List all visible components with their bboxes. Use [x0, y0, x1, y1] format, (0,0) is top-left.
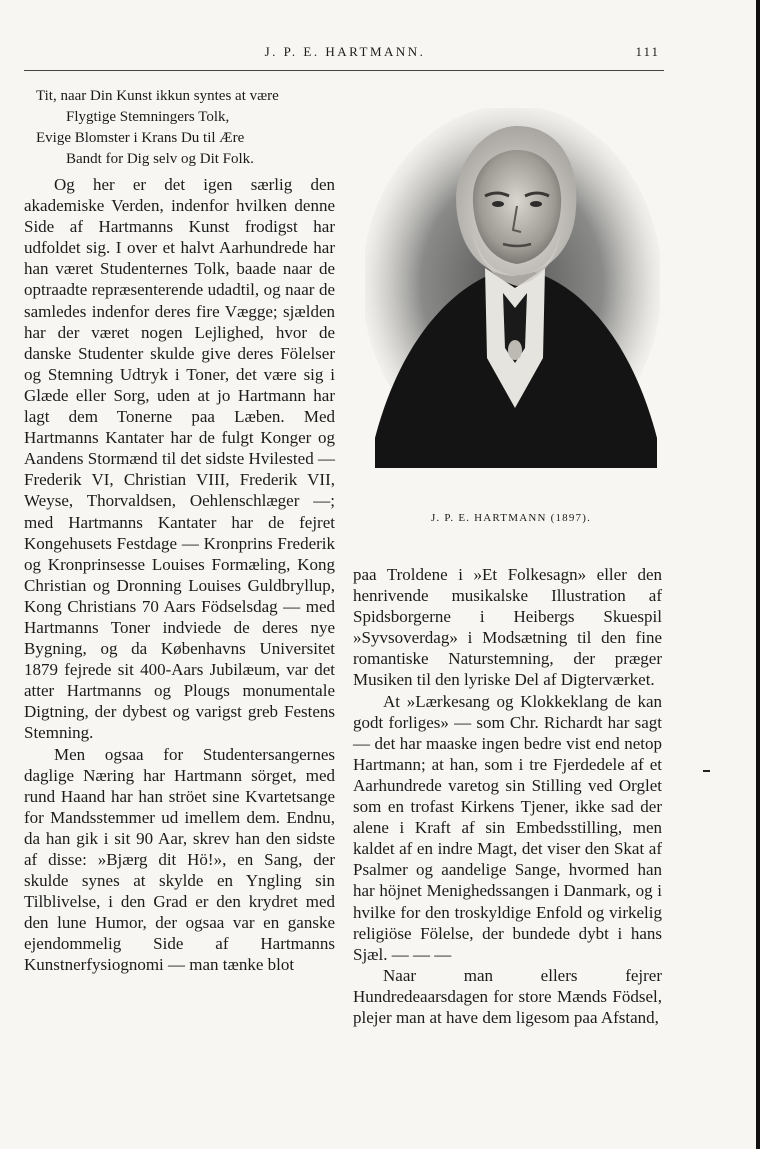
paragraph: Men ogsaa for Studentersangernes daglige Næring har Hartmann sörget, med rund Haand har han ströet sine Kvartetsange for Mandsstemmer ud imellem dem. Endnu, da han gik i sit 90 Aar, skrev han den sidste af disse: »Bjærg dit Hö!», en Sang, der skulde synes at skylde en Yngling sin Tilblivelse, i den Grad er den krydret med den lune Humor, der ogsaa var en ganske ejendommelig Side af Hartmanns Kunstnerfysiognomi — man tænke blot — [24, 744, 335, 975]
poem-line: Tit, naar Din Kunst ikkun syntes at være — [36, 88, 279, 104]
page-number: 111 — [635, 44, 660, 59]
poem-stanza — [36, 86, 336, 170]
running-header-title: J. P. E. HARTMANN. — [264, 44, 426, 59]
poem-line: Bandt for Dig selv og Dit Folk. — [66, 151, 254, 167]
margin-mark — [703, 770, 710, 772]
paragraph: Og her er det igen særlig den akademiske Verden, indenfor hvilken denne Side af Hartmanns Kunst frodigst har udfoldet sig. I over et halvt Aarhundrede har han været Studenternes Tolk, baade naar de optraadte repræsenterende udadtil, og naar de samledes indenfor deres fire Vægge; sjælden har der været nogen Lejlighed, hvor de danske Studenter skulde give deres Fölelser og Stemning Udtryk i Toner, det være sig i Glæde eller Sorg, uden at jo Hartmann har lagt dem Tonerne paa Læben. Med Hartmanns Kantater har de fulgt Konger og Aandens Stormænd til det sidste Hvilested — Frederik VI, Christian VIII, Frederik VII, Weyse, Thorvaldsen, Oehlenschlæger —; med Hartmanns Kantater har de fejret Kongehusets Festdage — Kronprins Frederik og Kronprinsesse Louises Formæling, Kong Christian og Dronning Louises Guldbryllup, Kong Christians 70 Aars Födselsdag — med Hartmanns Toner indviede de deres nye Bygning, og da Københavns Universitet 1879 fejrede sit 400-Aars Jubilæum, var det atter Hartmanns og Plougs monumentale Digtning, der dybest og varigst greb Festens Stemning. — [24, 175, 335, 743]
paragraph: Naar man ellers fejrer Hundredeaarsdagen for store Mænds Födsel, plejer man at have dem ligesom paa Afstand, — [353, 965, 662, 1027]
header-rule — [24, 70, 664, 71]
poem-line: Evige Blomster i Krans Du til Ære — [36, 130, 245, 146]
left-column — [24, 174, 335, 976]
page-edge — [756, 0, 760, 1149]
right-column — [353, 564, 662, 1028]
portrait-caption: J. P. E. HARTMANN (1897). — [430, 512, 592, 524]
paragraph: paa Troldene i »Et Folkesagn» eller den henrivende musikalske Illustration af Spidsborgerne i Heibergs Skuespil »Syvsoverdag» i Modsætning til den fine romantiske Naturstemning, der præger Musiken til den lyriske Del af Digterværket. — [353, 565, 662, 690]
poem-line: Flygtige Stemningers Tolk, — [66, 109, 230, 125]
portrait-image — [365, 108, 660, 468]
paragraph: At »Lærkesang og Klokkeklang de kan godt forliges» — som Chr. Richardt har sagt — det har maaske ingen bedre vist end netop Hartmann; at han, som i tre Fjerdedele af et Aarhundrede varetog sin Stilling ved Orglet som en trofast Kirkens Tjener, ikke sad der alene i Kraft af sin Embedsstilling, men kaldet af en indre Magt, det viser den Skat af Psalmer og aandelige Sange, hvormed han har höjnet Menighedssangen i Danmark, og i hvilke for den troskyldige Enfold og virkelig religiöse Fölelse, der bundede dybt i hans Sjæl. — — — — [353, 691, 662, 964]
